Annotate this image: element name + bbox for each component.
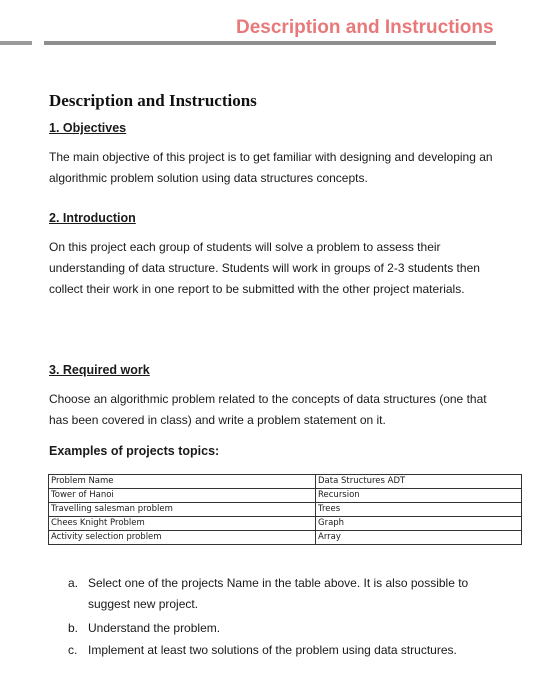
required-work-paragraph: Choose an algorithmic problem related to the concepts of data structures (one that has been covered in class) and write a problem statement on it. <box>49 392 487 427</box>
list-item <box>68 618 498 639</box>
projects-table <box>48 474 522 545</box>
introduction-paragraph: On this project each group of students will solve a problem to assess their understanding of data structure. Students will work in groups of 2-3 students then collect their work in one report to be submitted with the other project materials. <box>49 240 480 296</box>
table-header-cell: Data Structures ADT <box>316 475 522 489</box>
header-rule <box>44 41 496 45</box>
table-cell: Chees Knight Problem <box>49 517 316 531</box>
header-title: Description and Instructions <box>236 17 494 38</box>
section-heading-introduction: 2. Introduction <box>49 211 136 225</box>
table-row <box>49 489 522 503</box>
table-cell: Activity selection problem <box>49 531 316 545</box>
list-item-text: Understand the problem. <box>88 621 221 635</box>
list-marker: a. <box>68 576 79 590</box>
table-cell: Graph <box>316 517 522 531</box>
table-cell: Travelling salesman problem <box>49 503 316 517</box>
table-cell: Tower of Hanoi <box>49 489 316 503</box>
list-marker: b. <box>68 621 79 635</box>
list-item <box>68 640 498 661</box>
table-header-row <box>49 475 522 489</box>
table-row <box>49 517 522 531</box>
table-cell: Array <box>316 531 522 545</box>
table-cell: Trees <box>316 503 522 517</box>
list-item <box>68 573 498 615</box>
objectives-paragraph: The main objective of this project is to get familiar with designing and developing an algorithmic problem solution using data structures concepts. <box>49 150 493 185</box>
list-marker: c. <box>68 643 78 657</box>
section-heading-required-work: 3. Required work <box>49 363 150 377</box>
examples-label: Examples of projects topics: <box>49 444 220 458</box>
table-row <box>49 531 522 545</box>
list-item-text: Select one of the projects Name in the table above. It is also possible to suggest new project. <box>88 576 469 611</box>
table-header-cell: Problem Name <box>49 475 316 489</box>
table-row <box>49 503 522 517</box>
document-title: Description and Instructions <box>49 91 257 110</box>
header-rule-left <box>0 41 32 45</box>
table-cell: Recursion <box>316 489 522 503</box>
section-heading-objectives: 1. Objectives <box>49 121 127 135</box>
list-item-text: Implement at least two solutions of the problem using data structures. <box>88 643 457 657</box>
